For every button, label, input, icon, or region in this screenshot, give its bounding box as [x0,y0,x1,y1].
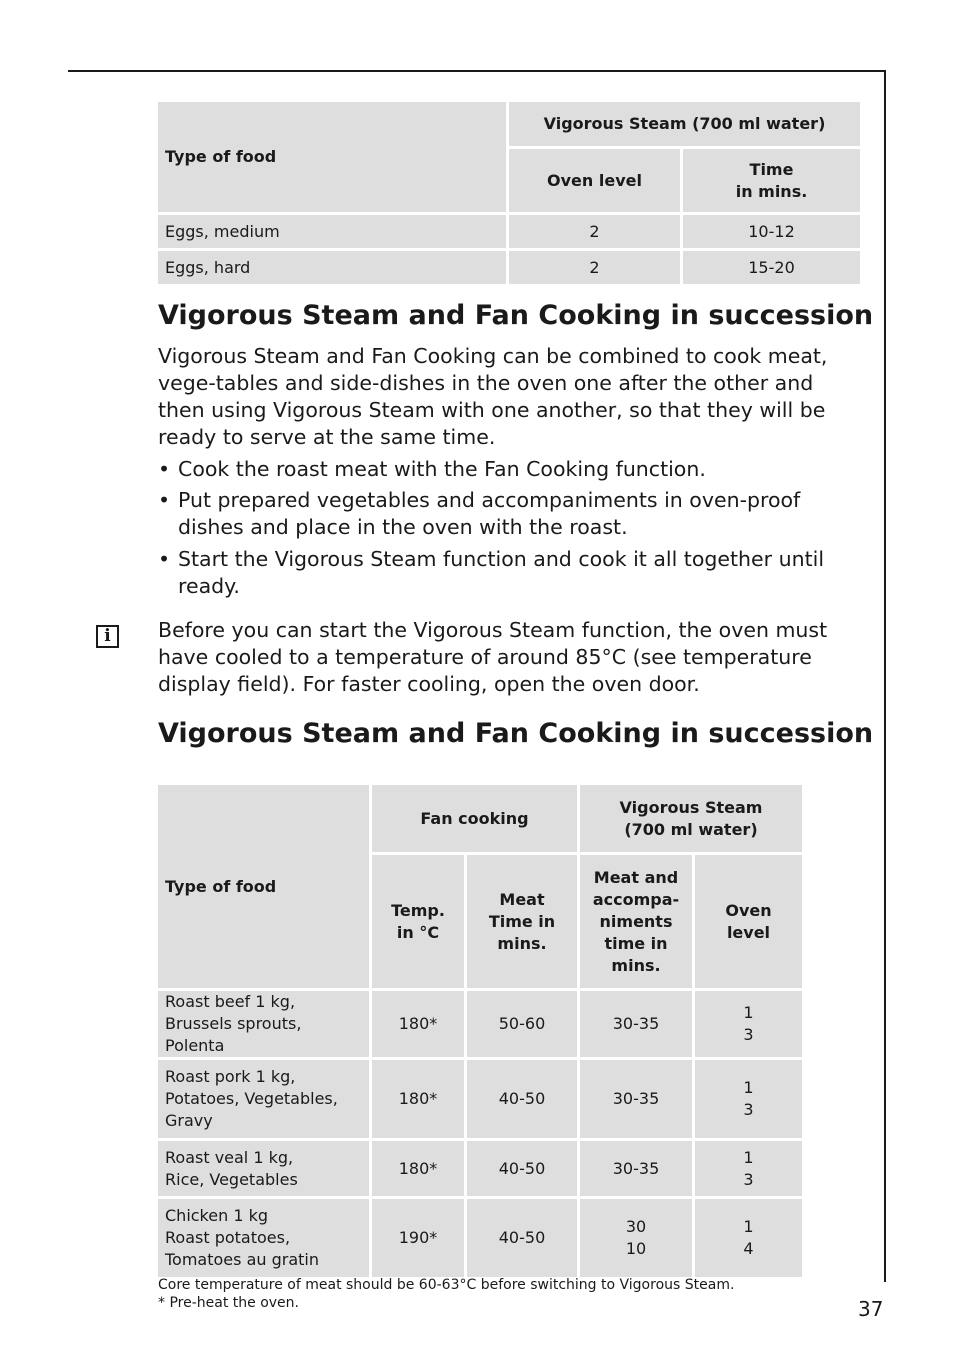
footnote-core-temperature: Core temperature of meat should be 60-63°C before switching to Vigorous Steam. [158,1277,735,1293]
bullet-glyph: • [158,488,171,512]
bullet-glyph: • [158,547,171,571]
top-rule [68,70,886,72]
table2-header-level: Oven level [695,855,802,988]
table1-food-cell: Eggs, medium [158,215,506,248]
table1-header-level: Oven level [509,149,680,212]
table2-level-cell: 1 3 [695,1141,802,1196]
intro-paragraph: Vigorous Steam and Fan Cooking can be combined to cook meat, vege-tables and side-dishes in the oven one after the other and then using Vigorous Steam with one another, so that they will be ready to serve at the same time. [158,344,828,449]
info-note: Before you can start the Vigorous Steam function, the oven must have cooled to a temperature of around 85°C (see temperature display field). For faster cooling, open the oven door. [158,618,828,696]
table2-temp-cell: 180* [372,1141,464,1196]
bullet-text: Cook the roast meat with the Fan Cooking function. [178,457,706,481]
table1-header-type: Type of food [158,102,506,212]
table2-acc-cell: 30-35 [580,1141,692,1196]
table2-meat-cell: 40-50 [467,1141,577,1196]
table2-meat-cell: 40-50 [467,1199,577,1277]
table2-temp-cell: 180* [372,1060,464,1138]
eggs-steam-table [155,99,863,287]
info-icon: i [96,625,119,648]
table2-level-cell: 1 3 [695,1060,802,1138]
table2-header-temp: Temp. in °C [372,855,464,988]
table2-temp-cell: 180* [372,991,464,1057]
table1-food-cell: Eggs, hard [158,251,506,284]
table2-header-fan: Fan cooking [372,785,577,852]
fan-steam-table [155,782,805,1280]
table2-food-cell: Roast veal 1 kg, Rice, Vegetables [158,1141,369,1196]
table1-level-cell: 2 [509,251,680,284]
table2-food-cell: Roast beef 1 kg, Brussels sprouts, Polenta [158,991,369,1057]
table2-header-acc-time: Meat and accompa- niments time in mins. [580,855,692,988]
page-number: 37 [858,1297,884,1321]
table2-level-cell: 1 4 [695,1199,802,1277]
table2-meat-cell: 40-50 [467,1060,577,1138]
table2-acc-cell: 30 10 [580,1199,692,1277]
table1-time-cell: 15-20 [683,251,860,284]
table2-level-cell: 1 3 [695,991,802,1057]
right-rule [884,70,886,1282]
section-heading: Vigorous Steam and Fan Cooking in succession [158,300,874,331]
bullet-glyph: • [158,457,171,481]
table2-temp-cell: 190* [372,1199,464,1277]
table2-header-meat-time: Meat Time in mins. [467,855,577,988]
table2-header-steam: Vigorous Steam (700 ml water) [580,785,802,852]
bullet-text: Put prepared vegetables and accompaniments in oven-proof dishes and place in the oven with the roast. [178,488,801,539]
table2-acc-cell: 30-35 [580,991,692,1057]
table1-header-group: Vigorous Steam (700 ml water) [509,102,860,146]
bullet-item [158,487,858,541]
table1-time-cell: 10-12 [683,215,860,248]
table1-level-cell: 2 [509,215,680,248]
table2-header-type: Type of food [158,785,369,988]
bullet-text: Start the Vigorous Steam function and cook it all together until ready. [178,547,825,598]
table2-food-cell: Chicken 1 kg Roast potatoes, Tomatoes au gratin [158,1199,369,1277]
section-heading: Vigorous Steam and Fan Cooking in succession [158,718,874,749]
table2-food-cell: Roast pork 1 kg, Potatoes, Vegetables, Gravy [158,1060,369,1138]
table1-header-time: Time in mins. [683,149,860,212]
footnote-preheat: * Pre-heat the oven. [158,1295,299,1311]
bullet-item [158,456,858,483]
table2-acc-cell: 30-35 [580,1060,692,1138]
table2-meat-cell: 50-60 [467,991,577,1057]
bullet-item [158,546,858,600]
